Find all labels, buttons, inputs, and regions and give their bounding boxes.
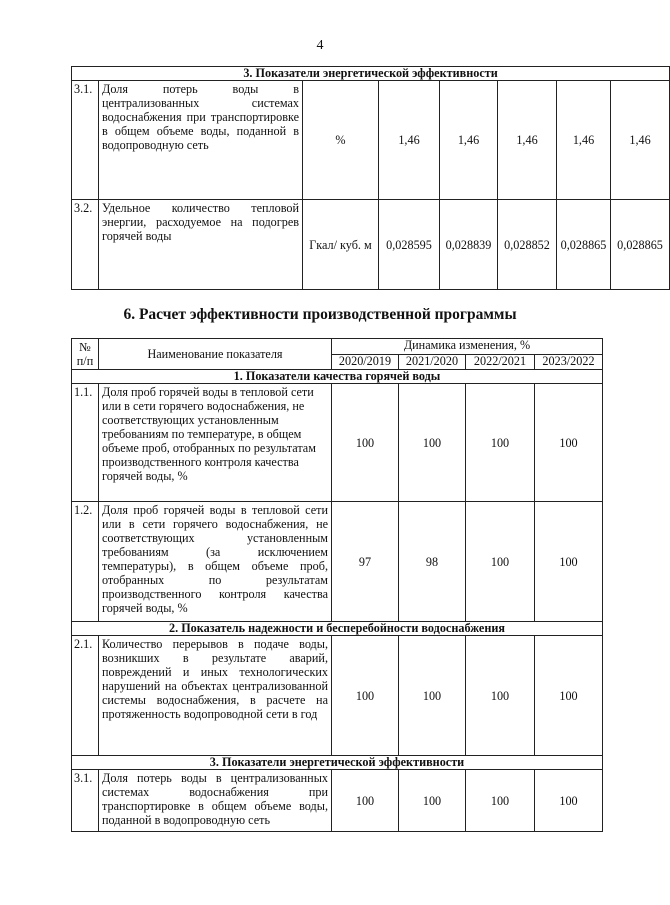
table-row	[72, 200, 670, 290]
value-cell: 100	[466, 770, 535, 832]
table-row	[72, 636, 603, 756]
value-cell: 0,028865	[611, 200, 670, 290]
section-title: 3. Показатели энергетической эффективности	[72, 67, 670, 81]
table-row	[72, 502, 603, 622]
row-number: 3.1.	[72, 81, 99, 200]
row-number: 1.1.	[72, 384, 99, 502]
value-cell: 100	[535, 384, 603, 502]
indicator-name: Доля проб горячей воды в тепловой сети или в сети горячего водоснабжения, не соответствующих установленным требованиям по температуре, в общем объеме проб, отобранных по результатам производственного контроля качества горячей воды, %	[99, 384, 332, 502]
program-efficiency-table	[71, 338, 603, 832]
year-header: 2020/2019	[332, 354, 399, 370]
column-header-number: № п/п	[72, 339, 99, 370]
column-header-name: Наименование показателя	[99, 339, 332, 370]
section-title: 1. Показатели качества горячей воды	[72, 370, 603, 384]
table-row	[72, 384, 603, 502]
energy-efficiency-table	[71, 66, 670, 290]
value-cell: 100	[399, 770, 466, 832]
value-cell: 100	[332, 384, 399, 502]
value-cell: 100	[399, 636, 466, 756]
year-header: 2023/2022	[535, 354, 603, 370]
indicator-name: Доля проб горячей воды в тепловой сети или в сети горячего водоснабжения, не соответствующих установленным требованиям (за исключением температуры), в общем объеме проб, отобранных по результатам производственного контроля качества горячей воды, %	[99, 502, 332, 622]
value-cell: 100	[466, 384, 535, 502]
value-cell: 100	[535, 636, 603, 756]
value-cell: 100	[399, 384, 466, 502]
indicator-name: Доля потерь воды в централизованных системах водоснабжения при транспортировке в общем объеме воды, поданной в водопроводную сеть	[99, 770, 332, 832]
unit-cell: Гкал/ куб. м	[303, 200, 379, 290]
year-header: 2021/2020	[399, 354, 466, 370]
section-title: 2. Показатель надежности и бесперебойности водоснабжения	[72, 622, 603, 636]
value-cell: 0,028595	[379, 200, 440, 290]
indicator-name: Удельное количество тепловой энергии, расходуемое на подогрев горячей воды	[99, 200, 303, 290]
section-heading: 6. Расчет эффективности производственной программы	[123, 306, 517, 323]
row-number: 2.1.	[72, 636, 99, 756]
table-row	[72, 81, 670, 200]
section-title: 3. Показатели энергетической эффективности	[72, 756, 603, 770]
value-cell: 1,46	[557, 81, 611, 200]
unit-cell: %	[303, 81, 379, 200]
value-cell: 100	[332, 770, 399, 832]
value-cell: 100	[466, 502, 535, 622]
value-cell: 100	[332, 636, 399, 756]
value-cell: 97	[332, 502, 399, 622]
value-cell: 0,028865	[557, 200, 611, 290]
value-cell: 1,46	[611, 81, 670, 200]
value-cell: 100	[466, 636, 535, 756]
value-cell: 100	[535, 770, 603, 832]
value-cell: 100	[535, 502, 603, 622]
value-cell: 0,028839	[440, 200, 498, 290]
row-number: 3.2.	[72, 200, 99, 290]
table-row	[72, 770, 603, 832]
indicator-name: Доля потерь воды в централизованных системах водоснабжения при транспортировке в общем объеме воды, поданной в водопроводную сеть	[99, 81, 303, 200]
row-number: 1.2.	[72, 502, 99, 622]
row-number: 3.1.	[72, 770, 99, 832]
value-cell: 1,46	[379, 81, 440, 200]
value-cell: 0,028852	[498, 200, 557, 290]
column-header-dynamics: Динамика изменения, %	[332, 339, 603, 355]
year-header: 2022/2021	[466, 354, 535, 370]
indicator-name: Количество перерывов в подаче воды, возникших в результате аварий, повреждений и иных технологических нарушений на объектах централизованной системы водоснабжения, в расчете на протяженность водопроводной сети в год	[99, 636, 332, 756]
value-cell: 1,46	[440, 81, 498, 200]
page-number: 4	[316, 38, 324, 53]
value-cell: 1,46	[498, 81, 557, 200]
value-cell: 98	[399, 502, 466, 622]
